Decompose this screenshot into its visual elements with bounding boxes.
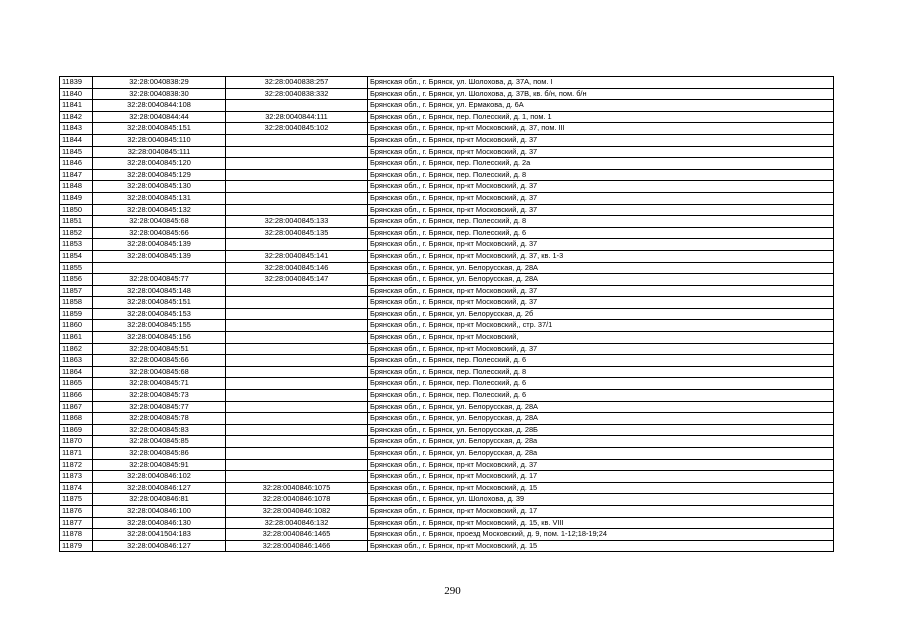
address-cell: Брянская обл., г. Брянск, пер. Полесский, д. 6 — [368, 355, 834, 367]
object-number-cell — [226, 100, 368, 112]
cadastral-number-cell: 32:28:0040846:100 — [93, 505, 226, 517]
table-row — [60, 158, 834, 170]
row-number-cell: 11868 — [60, 413, 93, 425]
row-number-cell: 11844 — [60, 134, 93, 146]
address-cell: Брянская обл., г. Брянск, ул. Шолохова, д. 37А, пом. I — [368, 77, 834, 89]
cadastral-number-cell: 32:28:0040845:139 — [93, 239, 226, 251]
table-row — [60, 378, 834, 390]
row-number-cell: 11847 — [60, 169, 93, 181]
object-number-cell: 32:28:0040845:102 — [226, 123, 368, 135]
address-cell: Брянская обл., г. Брянск, проезд Московский, д. 9, пом. 1-12;18-19;24 — [368, 529, 834, 541]
object-number-cell — [226, 413, 368, 425]
cadastral-number-cell: 32:28:0040845:83 — [93, 424, 226, 436]
table-row — [60, 471, 834, 483]
row-number-cell: 11854 — [60, 250, 93, 262]
address-cell: Брянская обл., г. Брянск, ул. Белорусская, д. 2б — [368, 308, 834, 320]
object-number-cell — [226, 320, 368, 332]
address-cell: Брянская обл., г. Брянск, ул. Белорусская, д. 28а — [368, 436, 834, 448]
row-number-cell: 11874 — [60, 482, 93, 494]
object-number-cell: 32:28:0040846:1075 — [226, 482, 368, 494]
address-cell: Брянская обл., г. Брянск, пер. Полесский, д. 8 — [368, 216, 834, 228]
table-row — [60, 111, 834, 123]
row-number-cell: 11860 — [60, 320, 93, 332]
object-number-cell: 32:28:0040846:1465 — [226, 529, 368, 541]
row-number-cell: 11846 — [60, 158, 93, 170]
object-number-cell: 32:28:0040845:135 — [226, 227, 368, 239]
object-number-cell: 32:28:0040845:146 — [226, 262, 368, 274]
page-number: 290 — [444, 585, 461, 597]
row-number-cell: 11856 — [60, 274, 93, 286]
cadastral-number-cell: 32:28:0040838:29 — [93, 77, 226, 89]
address-cell: Брянская обл., г. Брянск, ул. Ермакова, д. 6А — [368, 100, 834, 112]
cadastral-number-cell: 32:28:0040845:139 — [93, 250, 226, 262]
cadastral-number-cell: 32:28:0040846:127 — [93, 540, 226, 552]
table-row — [60, 297, 834, 309]
row-number-cell: 11865 — [60, 378, 93, 390]
cadastral-number-cell: 32:28:0040845:148 — [93, 285, 226, 297]
table-row — [60, 216, 834, 228]
row-number-cell: 11850 — [60, 204, 93, 216]
row-number-cell: 11862 — [60, 343, 93, 355]
cadastral-number-cell: 32:28:0040845:85 — [93, 436, 226, 448]
object-number-cell — [226, 332, 368, 344]
table-row — [60, 227, 834, 239]
row-number-cell: 11841 — [60, 100, 93, 112]
row-number-cell: 11876 — [60, 505, 93, 517]
cadastral-number-cell: 32:28:0040845:73 — [93, 390, 226, 402]
cadastral-number-cell: 32:28:0040845:77 — [93, 401, 226, 413]
row-number-cell: 11870 — [60, 436, 93, 448]
cadastral-number-cell: 32:28:0040845:91 — [93, 459, 226, 471]
cadastral-number-cell: 32:28:0040845:110 — [93, 134, 226, 146]
table-row — [60, 436, 834, 448]
cadastral-number-cell: 32:28:0040845:66 — [93, 227, 226, 239]
object-number-cell: 32:28:0040846:132 — [226, 517, 368, 529]
table-row — [60, 343, 834, 355]
address-cell: Брянская обл., г. Брянск, пр-кт Московский, д. 37 — [368, 204, 834, 216]
row-number-cell: 11869 — [60, 424, 93, 436]
object-number-cell — [226, 390, 368, 402]
object-number-cell: 32:28:0040846:1466 — [226, 540, 368, 552]
object-number-cell — [226, 471, 368, 483]
registry-table-body — [60, 77, 834, 552]
row-number-cell: 11853 — [60, 239, 93, 251]
table-row — [60, 146, 834, 158]
registry-table — [59, 76, 834, 552]
row-number-cell: 11878 — [60, 529, 93, 541]
row-number-cell: 11877 — [60, 517, 93, 529]
object-number-cell — [226, 297, 368, 309]
address-cell: Брянская обл., г. Брянск, пр-кт Московский, д. 37 — [368, 285, 834, 297]
cadastral-number-cell: 32:28:0040845:131 — [93, 192, 226, 204]
cadastral-number-cell: 32:28:0040845:111 — [93, 146, 226, 158]
table-row — [60, 529, 834, 541]
row-number-cell: 11843 — [60, 123, 93, 135]
row-number-cell: 11839 — [60, 77, 93, 89]
table-row — [60, 540, 834, 552]
row-number-cell: 11852 — [60, 227, 93, 239]
cadastral-number-cell: 32:28:0040846:127 — [93, 482, 226, 494]
address-cell: Брянская обл., г. Брянск, пер. Полесский, д. 6 — [368, 390, 834, 402]
row-number-cell: 11842 — [60, 111, 93, 123]
address-cell: Брянская обл., г. Брянск, ул. Белорусская, д. 28А — [368, 262, 834, 274]
address-cell: Брянская обл., г. Брянск, пр-кт Московский, д. 37 — [368, 192, 834, 204]
address-cell: Брянская обл., г. Брянск, пр-кт Московский,, стр. 37/1 — [368, 320, 834, 332]
object-number-cell — [226, 158, 368, 170]
table-row — [60, 332, 834, 344]
address-cell: Брянская обл., г. Брянск, пр-кт Московский, д. 37, кв. 1-3 — [368, 250, 834, 262]
table-row — [60, 204, 834, 216]
address-cell: Брянская обл., г. Брянск, пер. Полесский, д. 6 — [368, 378, 834, 390]
row-number-cell: 11873 — [60, 471, 93, 483]
cadastral-number-cell: 32:28:0040846:81 — [93, 494, 226, 506]
table-row — [60, 192, 834, 204]
row-number-cell: 11858 — [60, 297, 93, 309]
cadastral-number-cell: 32:28:0040845:78 — [93, 413, 226, 425]
table-row — [60, 239, 834, 251]
cadastral-number-cell: 32:28:0040845:129 — [93, 169, 226, 181]
cadastral-number-cell: 32:28:0040845:130 — [93, 181, 226, 193]
cadastral-number-cell — [93, 262, 226, 274]
table-row — [60, 181, 834, 193]
table-row — [60, 505, 834, 517]
address-cell: Брянская обл., г. Брянск, пр-кт Московский, д. 37 — [368, 297, 834, 309]
object-number-cell: 32:28:0040838:332 — [226, 88, 368, 100]
object-number-cell: 32:28:0040846:1078 — [226, 494, 368, 506]
cadastral-number-cell: 32:28:0040846:130 — [93, 517, 226, 529]
table-row — [60, 169, 834, 181]
object-number-cell — [226, 134, 368, 146]
object-number-cell — [226, 401, 368, 413]
row-number-cell: 11866 — [60, 390, 93, 402]
object-number-cell: 32:28:0040845:147 — [226, 274, 368, 286]
address-cell: Брянская обл., г. Брянск, пр-кт Московский, д. 17 — [368, 471, 834, 483]
address-cell: Брянская обл., г. Брянск, пр-кт Московский, д. 37 — [368, 146, 834, 158]
address-cell: Брянская обл., г. Брянск, пер. Полесский, д. 1, пом. 1 — [368, 111, 834, 123]
object-number-cell — [226, 181, 368, 193]
object-number-cell — [226, 169, 368, 181]
table-row — [60, 262, 834, 274]
table-row — [60, 134, 834, 146]
object-number-cell: 32:28:0040845:133 — [226, 216, 368, 228]
row-number-cell: 11848 — [60, 181, 93, 193]
row-number-cell: 11863 — [60, 355, 93, 367]
table-row — [60, 250, 834, 262]
cadastral-number-cell: 32:28:0040845:77 — [93, 274, 226, 286]
cadastral-number-cell: 32:28:0040845:120 — [93, 158, 226, 170]
object-number-cell — [226, 343, 368, 355]
table-row — [60, 459, 834, 471]
row-number-cell: 11849 — [60, 192, 93, 204]
row-number-cell: 11864 — [60, 366, 93, 378]
cadastral-number-cell: 32:28:0040845:155 — [93, 320, 226, 332]
cadastral-number-cell: 32:28:0040845:132 — [93, 204, 226, 216]
address-cell: Брянская обл., г. Брянск, ул. Белорусская, д. 28А — [368, 401, 834, 413]
cadastral-number-cell: 32:28:0040838:30 — [93, 88, 226, 100]
object-number-cell — [226, 204, 368, 216]
table-row — [60, 308, 834, 320]
cadastral-number-cell: 32:28:0040845:71 — [93, 378, 226, 390]
cadastral-number-cell: 32:28:0040845:156 — [93, 332, 226, 344]
row-number-cell: 11857 — [60, 285, 93, 297]
row-number-cell: 11859 — [60, 308, 93, 320]
row-number-cell: 11845 — [60, 146, 93, 158]
address-cell: Брянская обл., г. Брянск, пр-кт Московский, — [368, 332, 834, 344]
object-number-cell — [226, 355, 368, 367]
object-number-cell — [226, 285, 368, 297]
cadastral-number-cell: 32:28:0040845:51 — [93, 343, 226, 355]
address-cell: Брянская обл., г. Брянск, пр-кт Московский, д. 37 — [368, 239, 834, 251]
cadastral-number-cell: 32:28:0040844:108 — [93, 100, 226, 112]
object-number-cell — [226, 424, 368, 436]
address-cell: Брянская обл., г. Брянск, пр-кт Московский, д. 15, кв. VIII — [368, 517, 834, 529]
row-number-cell: 11855 — [60, 262, 93, 274]
address-cell: Брянская обл., г. Брянск, пр-кт Московский, д. 15 — [368, 540, 834, 552]
table-row — [60, 494, 834, 506]
row-number-cell: 11840 — [60, 88, 93, 100]
table-row — [60, 390, 834, 402]
table-row — [60, 401, 834, 413]
address-cell: Брянская обл., г. Брянск, ул. Белорусская, д. 28Б — [368, 424, 834, 436]
table-row — [60, 274, 834, 286]
address-cell: Брянская обл., г. Брянск, пер. Полесский, д. 2а — [368, 158, 834, 170]
table-row — [60, 413, 834, 425]
row-number-cell: 11872 — [60, 459, 93, 471]
table-row — [60, 88, 834, 100]
cadastral-number-cell: 32:28:0040845:66 — [93, 355, 226, 367]
object-number-cell — [226, 459, 368, 471]
address-cell: Брянская обл., г. Брянск, ул. Шолохова, д. 37В, кв. б/н, пом. б/н — [368, 88, 834, 100]
row-number-cell: 11879 — [60, 540, 93, 552]
table-row — [60, 100, 834, 112]
address-cell: Брянская обл., г. Брянск, пр-кт Московский, д. 15 — [368, 482, 834, 494]
address-cell: Брянская обл., г. Брянск, ул. Белорусская, д. 28А — [368, 413, 834, 425]
table-row — [60, 366, 834, 378]
object-number-cell — [226, 239, 368, 251]
table-row — [60, 448, 834, 460]
object-number-cell — [226, 436, 368, 448]
table-row — [60, 482, 834, 494]
address-cell: Брянская обл., г. Брянск, пр-кт Московский, д. 37 — [368, 343, 834, 355]
object-number-cell — [226, 308, 368, 320]
cadastral-number-cell: 32:28:0040845:86 — [93, 448, 226, 460]
cadastral-number-cell: 32:28:0041504:183 — [93, 529, 226, 541]
row-number-cell: 11861 — [60, 332, 93, 344]
object-number-cell — [226, 448, 368, 460]
cadastral-number-cell: 32:28:0040846:102 — [93, 471, 226, 483]
address-cell: Брянская обл., г. Брянск, пр-кт Московский, д. 17 — [368, 505, 834, 517]
table-row — [60, 517, 834, 529]
object-number-cell: 32:28:0040844:111 — [226, 111, 368, 123]
row-number-cell: 11871 — [60, 448, 93, 460]
cadastral-number-cell: 32:28:0040845:153 — [93, 308, 226, 320]
object-number-cell: 32:28:0040846:1082 — [226, 505, 368, 517]
row-number-cell: 11875 — [60, 494, 93, 506]
table-row — [60, 320, 834, 332]
object-number-cell — [226, 378, 368, 390]
object-number-cell — [226, 192, 368, 204]
table-row — [60, 355, 834, 367]
address-cell: Брянская обл., г. Брянск, пр-кт Московский, д. 37, пом. III — [368, 123, 834, 135]
address-cell: Брянская обл., г. Брянск, пр-кт Московский, д. 37 — [368, 134, 834, 146]
address-cell: Брянская обл., г. Брянск, пер. Полесский, д. 8 — [368, 169, 834, 181]
table-row — [60, 424, 834, 436]
object-number-cell: 32:28:0040845:141 — [226, 250, 368, 262]
cadastral-number-cell: 32:28:0040845:151 — [93, 297, 226, 309]
address-cell: Брянская обл., г. Брянск, ул. Белорусская, д. 28А — [368, 274, 834, 286]
address-cell: Брянская обл., г. Брянск, пер. Полесский, д. 6 — [368, 227, 834, 239]
address-cell: Брянская обл., г. Брянск, ул. Шолохова, д. 39 — [368, 494, 834, 506]
object-number-cell: 32:28:0040838:257 — [226, 77, 368, 89]
table-row — [60, 77, 834, 89]
object-number-cell — [226, 366, 368, 378]
address-cell: Брянская обл., г. Брянск, ул. Белорусская, д. 28а — [368, 448, 834, 460]
table-row — [60, 285, 834, 297]
table-row — [60, 123, 834, 135]
address-cell: Брянская обл., г. Брянск, пр-кт Московский, д. 37 — [368, 459, 834, 471]
cadastral-number-cell: 32:28:0040845:68 — [93, 216, 226, 228]
row-number-cell: 11851 — [60, 216, 93, 228]
address-cell: Брянская обл., г. Брянск, пр-кт Московский, д. 37 — [368, 181, 834, 193]
cadastral-number-cell: 32:28:0040845:68 — [93, 366, 226, 378]
address-cell: Брянская обл., г. Брянск, пер. Полесский, д. 8 — [368, 366, 834, 378]
cadastral-number-cell: 32:28:0040844:44 — [93, 111, 226, 123]
object-number-cell — [226, 146, 368, 158]
row-number-cell: 11867 — [60, 401, 93, 413]
cadastral-number-cell: 32:28:0040845:151 — [93, 123, 226, 135]
